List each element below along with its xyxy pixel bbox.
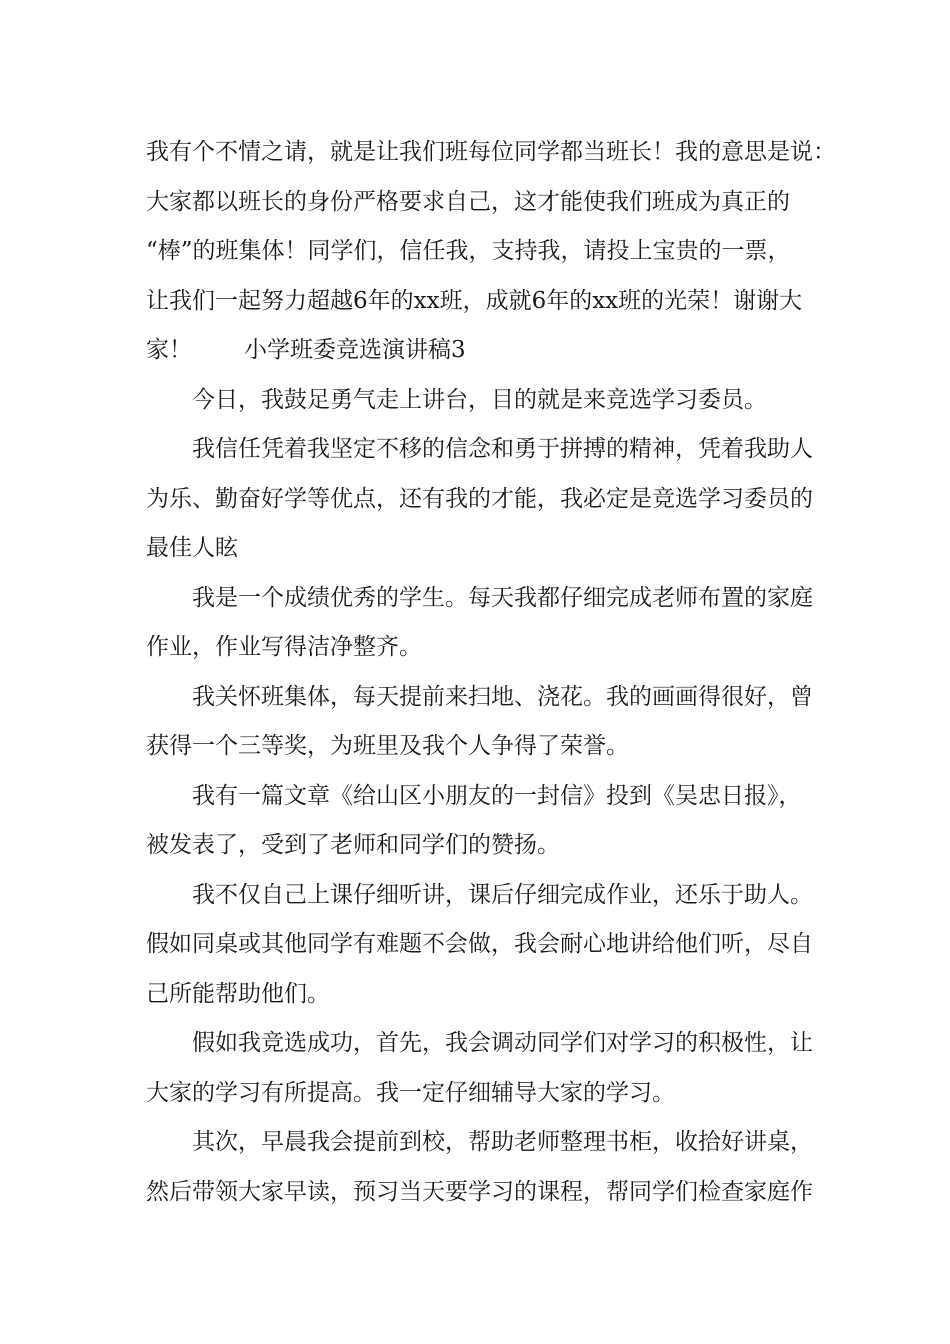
body-text <box>146 128 836 1217</box>
text-line <box>146 326 816 376</box>
text-line-content: 我有一篇文章《给山区小朋友的一封信》投到《吴忠日报》， <box>192 782 802 809</box>
text-line <box>146 574 816 624</box>
text-line <box>146 128 836 178</box>
text-line-content: 我信任凭着我坚定不移的信念和勇于拼搏的精神，凭着我助人 <box>192 436 813 462</box>
text-line-content: 大家的学习有所提高。我一定仔细辅导大家的学习。 <box>146 1079 675 1106</box>
text-line-content: 己所能帮助他们。 <box>146 980 330 1007</box>
text-line <box>146 871 816 921</box>
text-line-content: 家！ <box>146 337 192 363</box>
text-line <box>146 1069 816 1119</box>
text-line-content: 其次，早晨我会提前到校，帮助老师整理书柜，收拾好讲桌， <box>192 1129 813 1155</box>
text-line-content: 我有个不情之请，就是让我们班每位同学都当班长！我的意思是说： <box>146 139 836 165</box>
text-line <box>146 376 816 426</box>
text-line <box>146 1019 816 1069</box>
text-line-content: 为乐、勤奋好学等优点，还有我的才能，我必定是竞选学习委员的 <box>146 485 813 512</box>
text-line-content: 我不仅自己上课仔细听讲，课后仔细完成作业，还乐于助人。 <box>192 881 813 908</box>
text-line <box>146 1118 816 1168</box>
text-line <box>146 178 816 228</box>
text-line <box>146 920 816 970</box>
text-line-content: 假如我竞选成功，首先，我会调动同学们对学习的积极性，让 <box>192 1030 813 1056</box>
text-line <box>146 475 816 525</box>
text-line-content: 作业，作业写得洁净整齐。 <box>146 634 422 660</box>
text-line <box>146 722 816 772</box>
text-line <box>146 623 816 673</box>
text-line-content: 让我们一起努力超越6年的xx班，成就6年的xx班的光荣！谢谢大 <box>146 287 803 314</box>
text-line <box>146 1168 816 1218</box>
text-line-content: 大家都以班长的身份严格要求自己，这才能使我们班成为真正的 <box>146 188 790 215</box>
text-line <box>146 524 816 574</box>
text-line-content: 被发表了，受到了老师和同学们的赞扬。 <box>146 832 560 858</box>
text-line <box>146 772 816 822</box>
text-line-content: 最佳人眩 <box>146 535 238 561</box>
section-title: 小学班委竞选演讲稿3 <box>244 337 466 363</box>
text-line-content: 然后带领大家早读，预习当天要学习的课程，帮同学们检查家庭作 <box>146 1178 813 1205</box>
text-line-content: 我是一个成绩优秀的学生。每天我都仔细完成老师布置的家庭 <box>192 584 813 611</box>
text-line-content: “棒”的班集体！同学们，信任我，支持我，请投上宝贵的一票， <box>146 238 791 264</box>
text-line-content: 获得一个三等奖，为班里及我个人争得了荣誉。 <box>146 733 629 759</box>
text-line <box>146 673 816 723</box>
text-line <box>146 970 816 1020</box>
text-line <box>146 277 816 327</box>
text-line <box>146 227 816 277</box>
text-line <box>146 425 816 475</box>
text-line-content: 今日，我鼓足勇气走上讲台，目的就是来竞选学习委员。 <box>192 386 767 413</box>
text-line-content: 假如同桌或其他同学有难题不会做，我会耐心地讲给他们听，尽自 <box>146 931 813 957</box>
text-line <box>146 821 816 871</box>
text-line-content: 我关怀班集体，每天提前来扫地、浇花。我的画画得很好，曾 <box>192 683 813 710</box>
